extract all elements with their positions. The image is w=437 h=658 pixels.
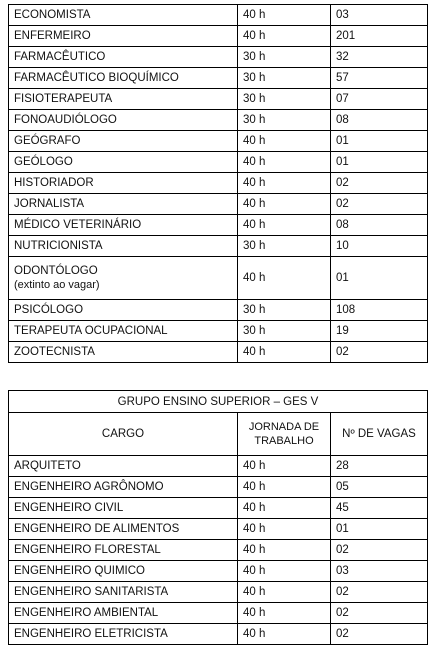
header-jornada-line1: JORNADA DE bbox=[248, 421, 320, 433]
jornada-cell: 30 h bbox=[238, 300, 331, 321]
header-vagas: Nº DE VAGAS bbox=[331, 413, 428, 456]
table-row bbox=[9, 603, 428, 624]
vagas-cell: 01 bbox=[331, 152, 428, 173]
cargo-cell: ENGENHEIRO FLORESTAL bbox=[9, 540, 238, 561]
cargo-cell: GEÓGRAFO bbox=[9, 131, 238, 152]
vagas-cell: 57 bbox=[331, 68, 428, 89]
jornada-cell: 40 h bbox=[238, 152, 331, 173]
cargo-cell: ARQUITETO bbox=[9, 456, 238, 477]
vagas-cell: 01 bbox=[331, 519, 428, 540]
jornada-cell: 30 h bbox=[238, 89, 331, 110]
cargo-cell: ENFERMEIRO bbox=[9, 26, 238, 47]
table-row bbox=[9, 110, 428, 131]
cargo-cell: ENGENHEIRO SANITARISTA bbox=[9, 582, 238, 603]
cargo-cell: ENGENHEIRO DE ALIMENTOS bbox=[9, 519, 238, 540]
cargo-cell: ENGENHEIRO QUIMICO bbox=[9, 561, 238, 582]
jornada-cell: 30 h bbox=[238, 236, 331, 257]
jornada-cell: 40 h bbox=[238, 603, 331, 624]
table-row bbox=[9, 131, 428, 152]
jornada-cell: 40 h bbox=[238, 215, 331, 236]
table-row bbox=[9, 5, 428, 26]
cargo-cell bbox=[9, 257, 238, 300]
cargo-cell: FISIOTERAPEUTA bbox=[9, 89, 238, 110]
table-row bbox=[9, 194, 428, 215]
table-header-row bbox=[9, 413, 428, 456]
jornada-cell: 30 h bbox=[238, 110, 331, 131]
table-row bbox=[9, 456, 428, 477]
table-row bbox=[9, 173, 428, 194]
cargo-note: (extinto ao vagar) bbox=[14, 279, 100, 291]
vagas-cell: 10 bbox=[331, 236, 428, 257]
vagas-cell: 45 bbox=[331, 498, 428, 519]
jornada-cell: 40 h bbox=[238, 561, 331, 582]
vagas-cell: 28 bbox=[331, 456, 428, 477]
jornada-cell: 40 h bbox=[238, 257, 331, 300]
cargo-cell: PSICÓLOGO bbox=[9, 300, 238, 321]
table-row bbox=[9, 300, 428, 321]
table-row bbox=[9, 519, 428, 540]
table-row bbox=[9, 152, 428, 173]
jornada-cell: 40 h bbox=[238, 477, 331, 498]
table-row bbox=[9, 498, 428, 519]
cargo-cell: MÉDICO VETERINÁRIO bbox=[9, 215, 238, 236]
jornada-cell: 40 h bbox=[238, 540, 331, 561]
vagas-cell: 201 bbox=[331, 26, 428, 47]
vagas-cell: 02 bbox=[331, 540, 428, 561]
jornada-cell: 40 h bbox=[238, 456, 331, 477]
cargo-cell: JORNALISTA bbox=[9, 194, 238, 215]
cargo-cell: GEÓLOGO bbox=[9, 152, 238, 173]
jornada-cell: 40 h bbox=[238, 342, 331, 363]
table-row bbox=[9, 236, 428, 257]
ges-v-table bbox=[8, 390, 428, 645]
header-jornada bbox=[238, 413, 331, 456]
vagas-cell: 02 bbox=[331, 194, 428, 215]
cargo-cell: ENGENHEIRO CIVIL bbox=[9, 498, 238, 519]
table-row bbox=[9, 89, 428, 110]
vagas-cell: 08 bbox=[331, 215, 428, 236]
vagas-cell: 01 bbox=[331, 131, 428, 152]
table-row bbox=[9, 540, 428, 561]
cargo-cell: ECONOMISTA bbox=[9, 5, 238, 26]
cargo-cell: ENGENHEIRO ELETRICISTA bbox=[9, 624, 238, 645]
table-row bbox=[9, 47, 428, 68]
vagas-cell: 02 bbox=[331, 603, 428, 624]
table-row bbox=[9, 477, 428, 498]
table-row bbox=[9, 321, 428, 342]
cargo-cell: HISTORIADOR bbox=[9, 173, 238, 194]
table-title-row bbox=[9, 391, 428, 413]
jornada-cell: 40 h bbox=[238, 582, 331, 603]
vagas-cell: 03 bbox=[331, 561, 428, 582]
vagas-cell: 02 bbox=[331, 624, 428, 645]
table-row bbox=[9, 257, 428, 300]
jornada-cell: 40 h bbox=[238, 498, 331, 519]
table-row bbox=[9, 582, 428, 603]
vagas-cell: 32 bbox=[331, 47, 428, 68]
jornada-cell: 30 h bbox=[238, 47, 331, 68]
cargo-cell: TERAPEUTA OCUPACIONAL bbox=[9, 321, 238, 342]
table-title: GRUPO ENSINO SUPERIOR – GES V bbox=[9, 391, 428, 413]
jornada-cell: 40 h bbox=[238, 624, 331, 645]
vagas-cell: 02 bbox=[331, 342, 428, 363]
jornada-cell: 40 h bbox=[238, 519, 331, 540]
header-cargo: CARGO bbox=[9, 413, 238, 456]
jornada-cell: 40 h bbox=[238, 26, 331, 47]
jornada-cell: 40 h bbox=[238, 131, 331, 152]
vagas-cell: 108 bbox=[331, 300, 428, 321]
cargo-cell: FARMACÊUTICO BIOQUÍMICO bbox=[9, 68, 238, 89]
cargo-cell: NUTRICIONISTA bbox=[9, 236, 238, 257]
vacancy-table-continued bbox=[8, 4, 428, 363]
cargo-cell: ZOOTECNISTA bbox=[9, 342, 238, 363]
vagas-cell: 08 bbox=[331, 110, 428, 131]
vagas-cell: 02 bbox=[331, 582, 428, 603]
jornada-cell: 40 h bbox=[238, 5, 331, 26]
vagas-cell: 07 bbox=[331, 89, 428, 110]
header-jornada-line2: TRABALHO bbox=[254, 435, 314, 447]
cargo-cell: ENGENHEIRO AGRÔNOMO bbox=[9, 477, 238, 498]
vagas-cell: 03 bbox=[331, 5, 428, 26]
vagas-cell: 02 bbox=[331, 173, 428, 194]
table-row bbox=[9, 215, 428, 236]
jornada-cell: 30 h bbox=[238, 321, 331, 342]
table-row bbox=[9, 68, 428, 89]
table-row bbox=[9, 624, 428, 645]
vagas-cell: 19 bbox=[331, 321, 428, 342]
cargo-cell: ENGENHEIRO AMBIENTAL bbox=[9, 603, 238, 624]
table-row bbox=[9, 26, 428, 47]
table-row bbox=[9, 561, 428, 582]
jornada-cell: 30 h bbox=[238, 68, 331, 89]
vagas-cell: 05 bbox=[331, 477, 428, 498]
jornada-cell: 40 h bbox=[238, 173, 331, 194]
cargo-cell: FONOAUDIÓLOGO bbox=[9, 110, 238, 131]
cargo-cell: FARMACÊUTICO bbox=[9, 47, 238, 68]
table-row bbox=[9, 342, 428, 363]
jornada-cell: 40 h bbox=[238, 194, 331, 215]
cargo-name: ODONTÓLOGO bbox=[14, 265, 98, 277]
vagas-cell: 01 bbox=[331, 257, 428, 300]
